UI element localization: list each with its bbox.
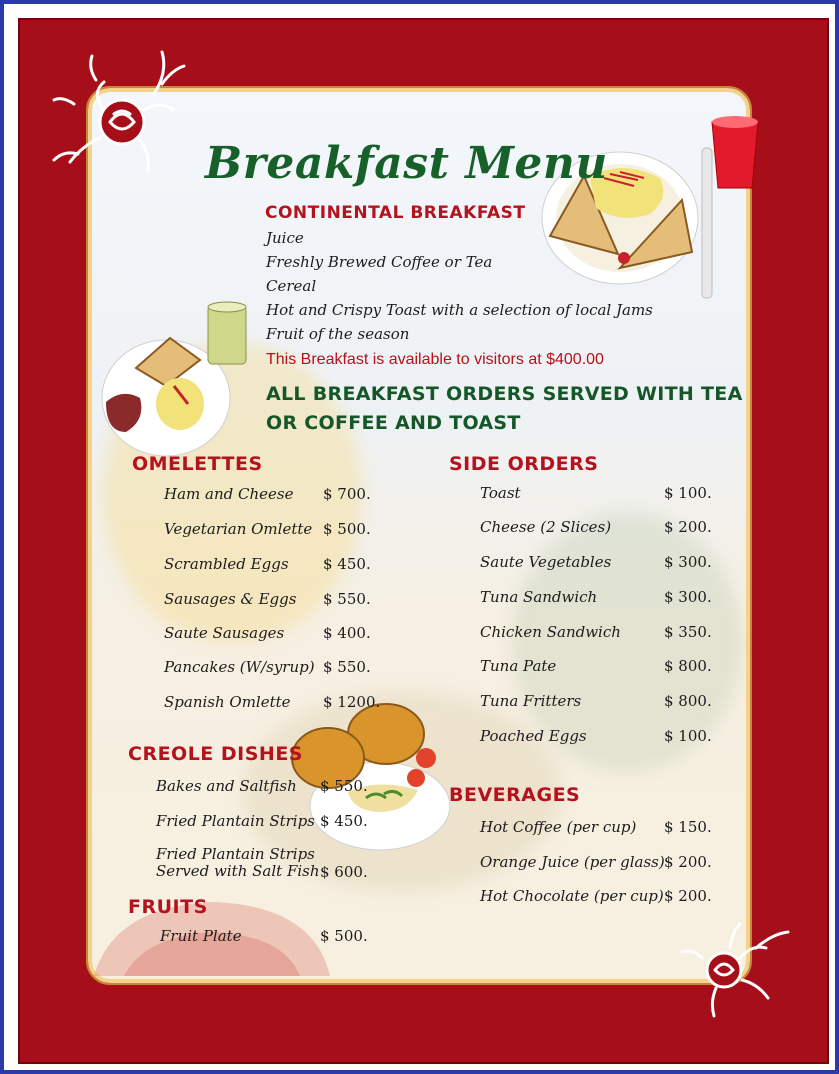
omelette-item-price: $ 550. [323,658,371,676]
side-order-price: $ 200. [664,518,712,536]
beverage-price: $ 200. [664,853,712,871]
side-orders-heading: SIDE ORDERS [449,453,599,475]
omelettes-heading: OMELETTES [132,453,263,475]
continental-item: Freshly Brewed Coffee or Tea [266,253,493,271]
beverages-heading: BEVERAGES [449,784,581,806]
creole-item-name: Bakes and Saltfish [156,777,297,795]
omelette-item-price: $ 500. [323,520,371,538]
side-order-name: Tuna Fritters [480,692,582,710]
omelette-item-name: Saute Sausages [164,624,285,642]
omelette-item-name: Pancakes (W/syrup) [164,658,315,676]
fruit-item-name: Fruit Plate [160,927,242,945]
side-order-price: $ 300. [664,588,712,606]
side-order-price: $ 350. [664,623,712,641]
creole-heading: CREOLE DISHES [128,743,303,765]
side-order-name: Cheese (2 Slices) [480,518,612,536]
continental-heading: CONTINENTAL BREAKFAST [265,203,526,223]
omelette-item-price: $ 1200. [323,693,381,711]
creole-item-price: $ 600. [320,863,368,881]
side-order-name: Poached Eggs [480,727,587,745]
beverage-price: $ 200. [664,887,712,905]
continental-item: Cereal [266,277,317,295]
creole-item-name: Fried Plantain Strips [156,812,315,830]
continental-price-note: This Breakfast is available to visitors at $400.00 [266,351,604,368]
side-order-price: $ 100. [664,727,712,745]
continental-item: Hot and Crispy Toast with a selection of local Jams [266,301,653,319]
side-order-price: $ 800. [664,692,712,710]
omelette-item-price: $ 550. [323,590,371,608]
bakes-plate-illustration [288,702,456,854]
fruit-item-price: $ 500. [320,927,368,945]
side-order-name: Chicken Sandwich [480,623,621,641]
side-order-name: Tuna Pate [480,657,557,675]
omelette-item-name: Spanish Omlette [164,693,291,711]
creole-item-name [156,846,320,880]
beverage-name: Hot Chocolate (per cup) [480,887,664,905]
omelette-item-name: Scrambled Eggs [164,555,289,573]
omelette-item-price: $ 700. [323,485,371,503]
side-order-price: $ 800. [664,657,712,675]
side-order-price: $ 100. [664,484,712,502]
side-order-name: Saute Vegetables [480,553,612,571]
all-orders-line-2: OR COFFEE AND TOAST [266,412,521,434]
creole-item-price: $ 450. [320,812,368,830]
rose-ornament-icon [44,44,194,184]
side-order-name: Toast [480,484,521,502]
omelette-item-name: Vegetarian Omlette [164,520,313,538]
beverage-price: $ 150. [664,818,712,836]
rose-ornament-icon [676,918,796,1028]
side-order-price: $ 300. [664,553,712,571]
continental-item: Juice [266,229,304,247]
fruits-heading: FRUITS [128,896,208,918]
beverage-name: Hot Coffee (per cup) [480,818,637,836]
side-order-name: Tuna Sandwich [480,588,598,606]
menu-title: Breakfast Menu [205,138,608,189]
creole-item-price: $ 550. [320,777,368,795]
juice-glass-illustration [690,108,780,308]
omelette-item-name: Sausages & Eggs [164,590,297,608]
omelette-item-name: Ham and Cheese [164,485,294,503]
beverage-name: Orange Juice (per glass) [480,853,665,871]
breakfast-plate-illustration [96,298,266,458]
all-orders-line-1: ALL BREAKFAST ORDERS SERVED WITH TEA [266,383,743,405]
omelette-item-price: $ 400. [323,624,371,642]
creole-item-name-line: Served with Salt Fish [156,862,320,880]
omelette-item-price: $ 450. [323,555,371,573]
creole-item-name-line: Fried Plantain Strips [156,845,315,863]
continental-item: Fruit of the season [266,325,410,343]
